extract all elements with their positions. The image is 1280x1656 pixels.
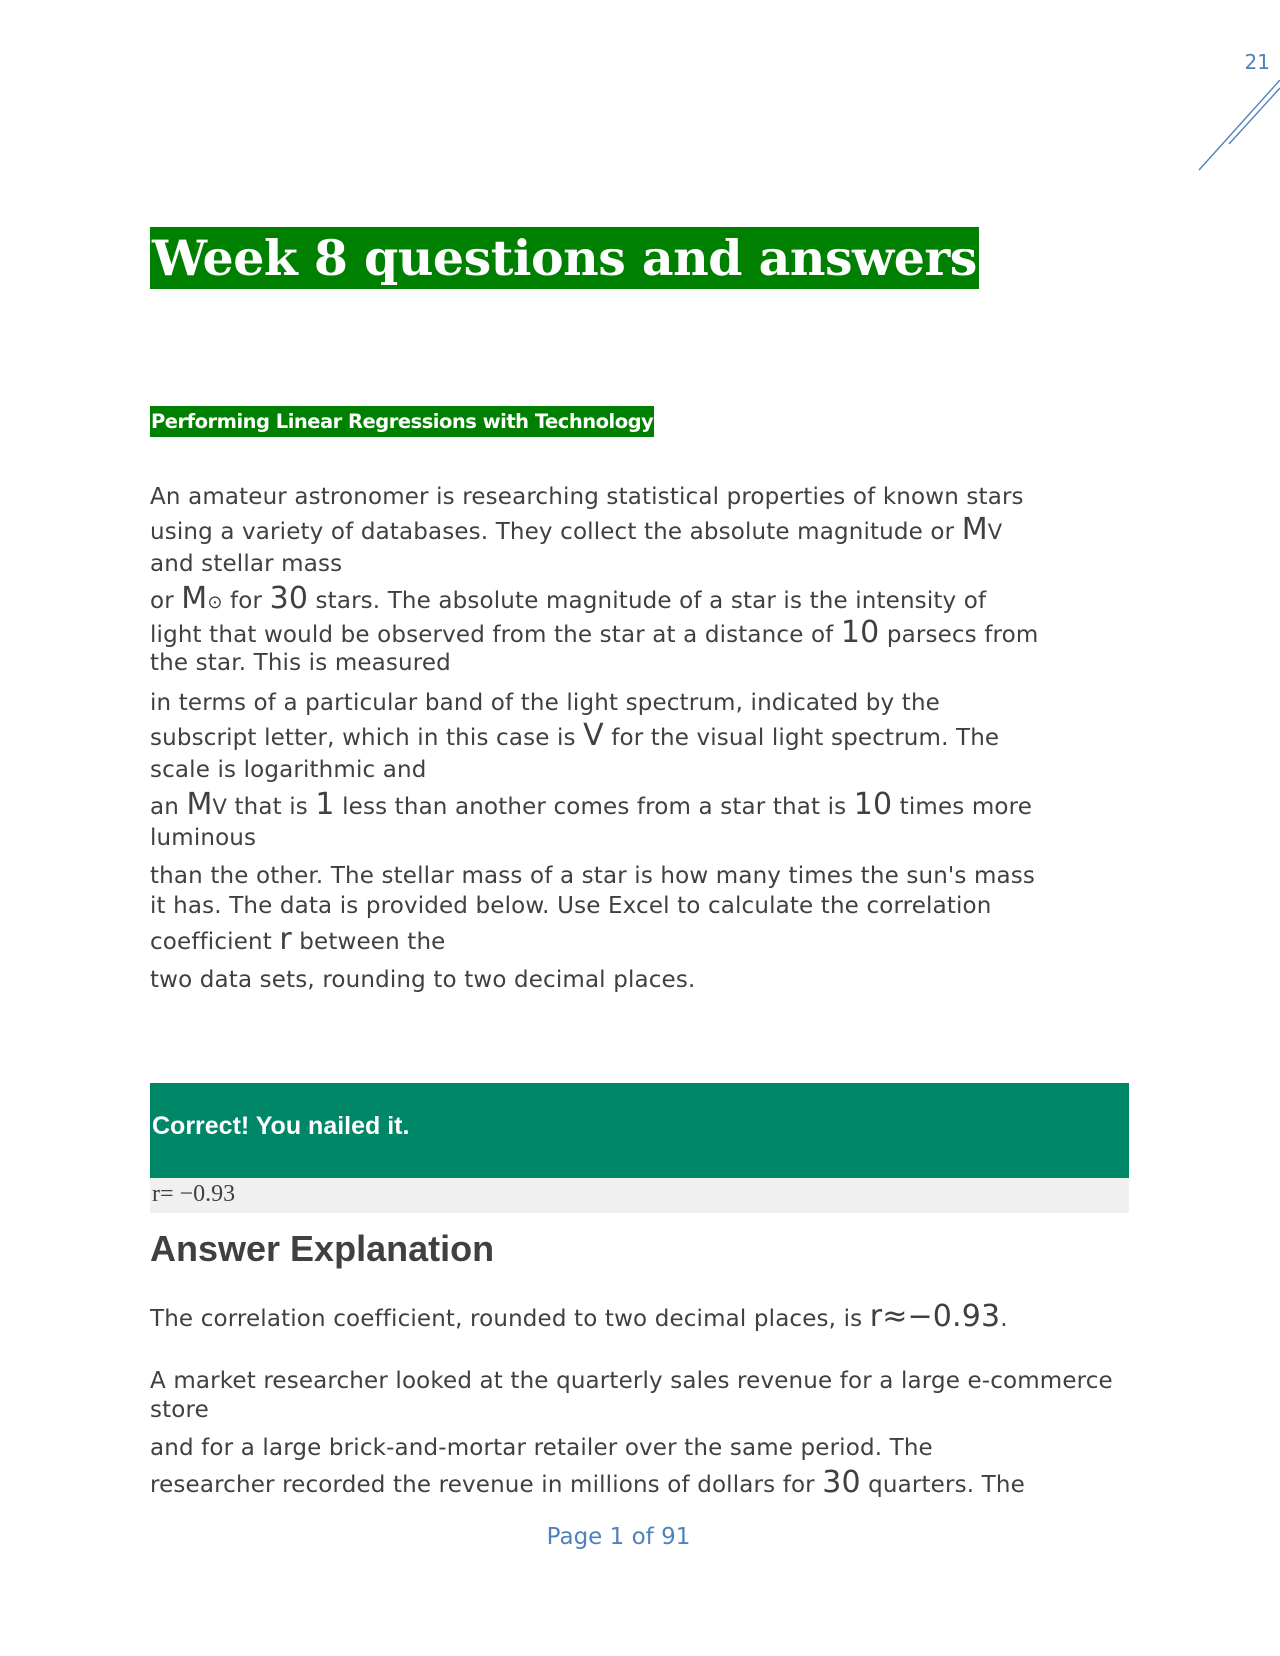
answer-explanation-heading: Answer Explanation — [150, 1228, 495, 1269]
question-line: than the other. The stellar mass of a star is how many times the sun's mass — [150, 863, 1036, 889]
submitted-answer-value: r= −0.93 — [152, 1181, 236, 1207]
question-line: luminous — [150, 825, 257, 851]
question-line: store — [150, 1397, 209, 1423]
page-title: Week 8 questions and answers — [152, 229, 977, 287]
question-line: the star. This is measured — [150, 650, 451, 676]
question-line: coefficient r between the — [150, 922, 446, 957]
question-line: and for a large brick-and-mortar retailer over the same period. The — [150, 1435, 933, 1461]
page-footer: Page 1 of 91 — [546, 1524, 691, 1550]
question-line: and stellar mass — [150, 551, 343, 577]
question-line: it has. The data is provided below. Use Excel to calculate the correlation — [150, 893, 992, 919]
question-line: A market researcher looked at the quarterly sales revenue for a large e-commerce — [150, 1368, 1113, 1394]
question-line: An amateur astronomer is researching statistical properties of known stars — [150, 484, 1024, 510]
question-line: an MV that is 1 less than another comes from a star that is 10 times more — [150, 787, 1033, 822]
correct-banner — [150, 1083, 1129, 1178]
correct-banner-text: Correct! You nailed it. — [152, 1112, 410, 1140]
page-number: 21 — [1244, 50, 1270, 74]
question-line: using a variety of databases. They collect the absolute magnitude or MV — [150, 512, 1003, 547]
section-subtitle: Performing Linear Regressions with Technology — [150, 406, 654, 437]
answer-explanation-text: The correlation coefficient, rounded to two decimal places, is r≈−0.93. — [150, 1299, 1008, 1334]
question-line: or M⊙ for 30 stars. The absolute magnitude of a star is the intensity of — [150, 581, 987, 616]
question-line: subscript letter, which in this case is V for the visual light spectrum. The — [150, 718, 1000, 753]
question-line: researcher recorded the revenue in millions of dollars for 30 quarters. The — [150, 1465, 1025, 1500]
answer-value: r≈−0.93 — [869, 1299, 1001, 1334]
question-line: scale is logarithmic and — [150, 757, 427, 783]
submitted-answer — [150, 1178, 1129, 1213]
question-line: in terms of a particular band of the light spectrum, indicated by the — [150, 690, 940, 716]
corner-decoration-lines — [1195, 80, 1280, 172]
question-line: two data sets, rounding to two decimal places. — [150, 967, 696, 993]
question-line: light that would be observed from the star at a distance of 10 parsecs from — [150, 615, 1039, 650]
